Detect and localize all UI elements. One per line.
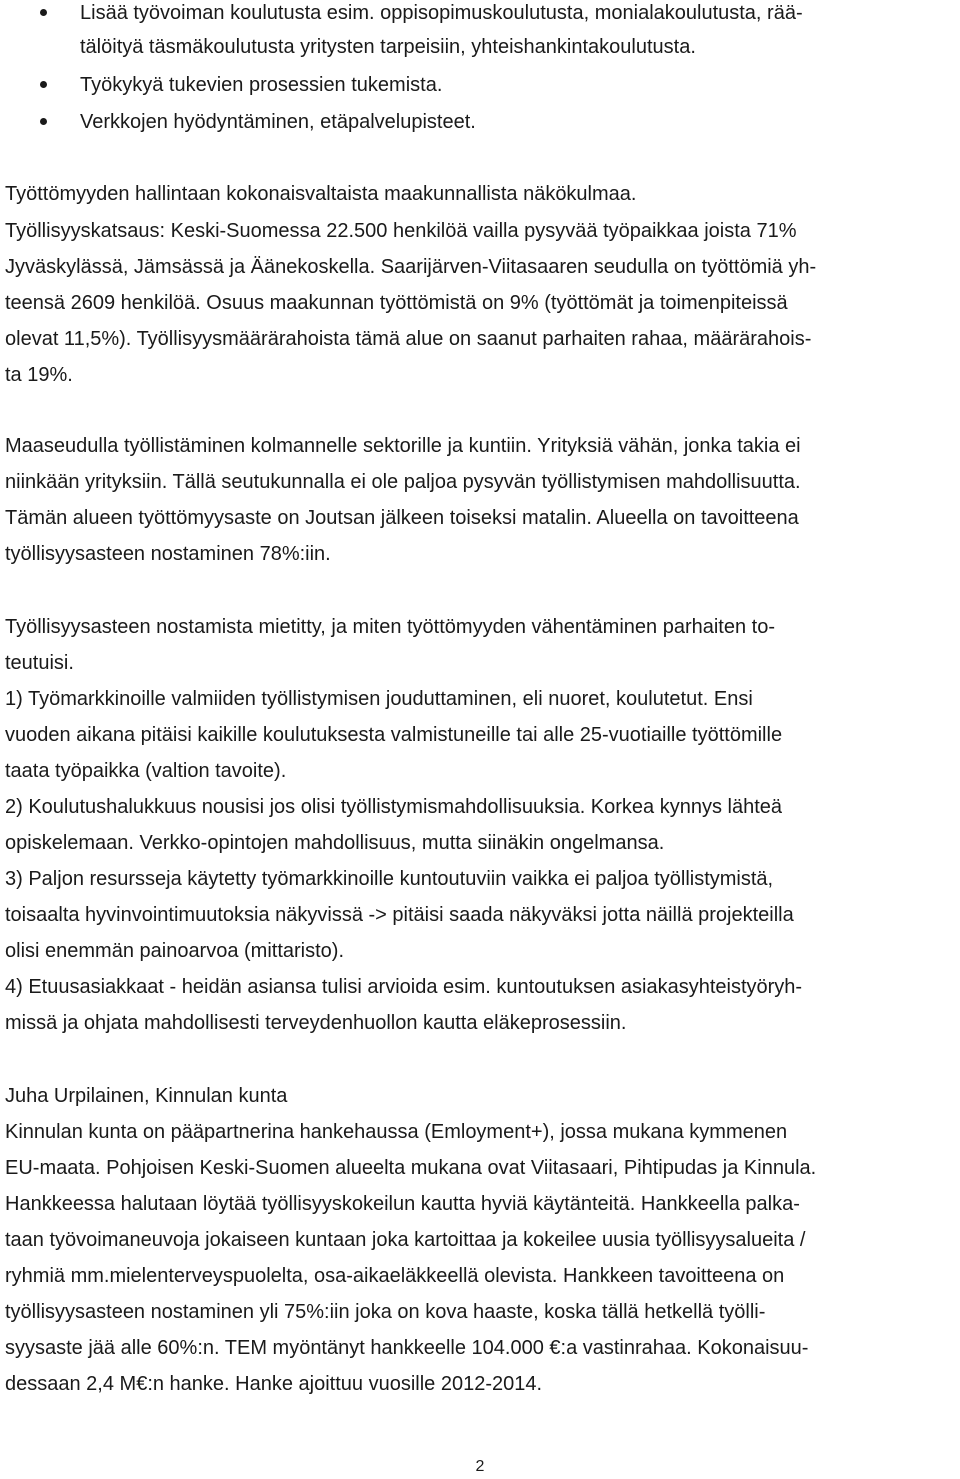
text-line: työllisyysasteen nostaminen yli 75%:iin joka on kova haaste, koska tällä hetkellä työlli- [5,1301,766,1323]
text-line: syysaste jää alle 60%:n. TEM myöntänyt hankkeelle 104.000 €:a vastinrahaa. Kokonaisuu- [5,1337,809,1359]
text-line: työllisyysasteen nostaminen 78%:iin. [5,543,331,565]
page-number: 2 [475,1458,485,1475]
text-line: niinkään yrityksiin. Tällä seutukunnalla ei ole paljoa pysyvän työllistymisen mahdollisuutta. [5,471,801,493]
text-line: teensä 2609 henkilöä. Osuus maakunnan työttömistä on 9% (työttömät ja toimenpiteissä [5,292,788,314]
text-line: opiskelemaan. Verkko-opintojen mahdollisuus, mutta siinäkin ongelmansa. [5,832,665,854]
text-line: EU-maata. Pohjoisen Keski-Suomen alueelta mukana ovat Viitasaari, Pihtipudas ja Kinnula. [5,1157,817,1179]
text-line: Jyväskylässä, Jämsässä ja Äänekoskella. Saarijärven-Viitasaaren seudulla on työttömiä yh- [5,256,817,278]
text-line: Kinnulan kunta on pääpartnerina hankehaussa (Emloyment+), jossa mukana kymmenen [5,1121,788,1143]
bullet-marker [40,9,47,16]
text-line: Työllisyysasteen nostamista mietitty, ja miten työttömyyden vähentäminen parhaiten to- [5,616,775,638]
text-line: ryhmiä mm.mielenterveyspuolelta, osa-aikaeläkkeellä olevista. Hankkeen tavoitteena on [5,1265,785,1287]
text-line: vuoden aikana pitäisi kaikille koulutuksesta valmistuneille tai alle 25-vuotiaille työttömille [5,724,783,746]
text-line: Hankkeessa halutaan löytää työllisyyskokeilun kautta hyviä käytänteitä. Hankkeella palka- [5,1193,800,1215]
text-line: Tämän alueen työttömyysaste on Joutsan jälkeen toiseksi matalin. Alueella on tavoitteena [5,507,799,529]
text-line: 1) Työmarkkinoille valmiiden työllistymisen jouduttaminen, eli nuoret, koulutetut. Ensi [5,688,753,710]
bullet-marker [40,81,47,88]
speaker-heading: Juha Urpilainen, Kinnulan kunta [5,1085,288,1107]
bullet-text-line: Verkkojen hyödyntäminen, etäpalvelupisteet. [80,111,476,133]
text-line: taata työpaikka (valtion tavoite). [5,760,287,782]
text-line: olevat 11,5%). Työllisyysmäärärahoista tämä alue on saanut parhaiten rahaa, määrärahois- [5,328,812,350]
text-line: toisaalta hyvinvointimuutoksia näkyvissä -> pitäisi saada näkyväksi jotta näillä projekteilla [5,904,794,926]
text-line: Työttömyyden hallintaan kokonaisvaltaista maakunnallista näkökulmaa. [5,183,637,205]
text-line: ta 19%. [5,364,73,386]
text-line: dessaan 2,4 M€:n hanke. Hanke ajoittuu vuosille 2012-2014. [5,1373,543,1395]
text-line: Maaseudulla työllistäminen kolmannelle sektorille ja kuntiin. Yrityksiä vähän, jonka takia ei [5,435,801,457]
text-line: missä ja ohjata mahdollisesti terveydenhuollon kautta eläkeprosessiin. [5,1012,627,1034]
bullet-text-line: tälöityä täsmäkoulutusta yritysten tarpeisiin, yhteishankintakoulutusta. [80,36,696,58]
bullet-text-line: Työkykyä tukevien prosessien tukemista. [80,74,443,96]
text-line: olisi enemmän painoarvoa (mittaristo). [5,940,345,962]
bullet-text-line: Lisää työvoiman koulutusta esim. oppisopimuskoulutusta, monialakoulutusta, rää- [80,2,803,24]
text-line: 4) Etuusasiakkaat - heidän asiansa tulisi arvioida esim. kuntoutuksen asiakasyhteistyöryh- [5,976,803,998]
text-line: teutuisi. [5,652,74,674]
text-line: Työllisyyskatsaus: Keski-Suomessa 22.500 henkilöä vailla pysyvää työpaikkaa joista 71% [5,220,797,242]
text-line: 3) Paljon resursseja käytetty työmarkkinoille kuntoutuviin vaikka ei paljoa työllistymistä, [5,868,774,890]
text-line: 2) Koulutushalukkuus nousisi jos olisi työllistymismahdollisuuksia. Korkea kynnys lähteä [5,796,783,818]
bullet-marker [40,118,47,125]
text-line: taan työvoimaneuvoja jokaiseen kuntaan joka kartoittaa ja kokeilee uusia työllisyysalueita / [5,1229,806,1251]
